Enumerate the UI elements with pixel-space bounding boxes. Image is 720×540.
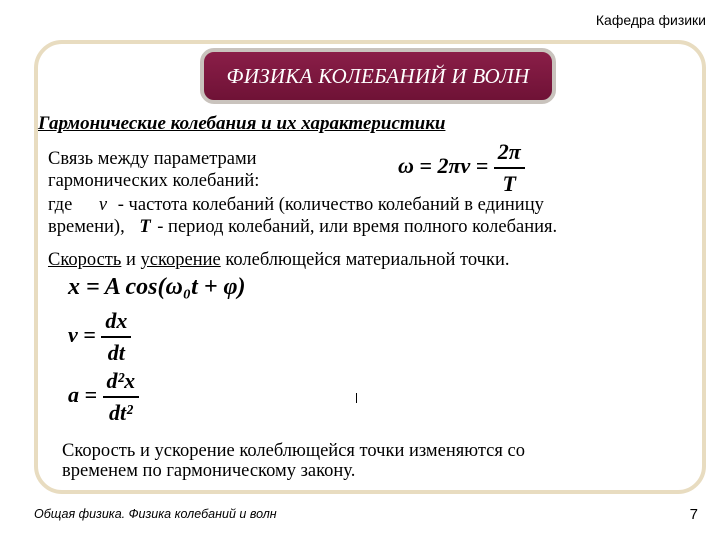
conclusion-line-2: временем по гармоническому закону. [62,461,356,481]
page-number: 7 [689,506,698,523]
equation-a-lhs: a = [68,382,98,408]
equation-v-lhs: v = [68,322,96,348]
equation-v-numerator: dx [101,306,131,338]
slide-title-banner [200,48,556,104]
formula-omega-numerator: 2π [494,137,525,169]
department-label: Кафедра физики [595,12,706,28]
equation-v-denominator: dt [107,340,125,365]
formula-omega-denominator: T [502,171,516,196]
conclusion-line-1: Скорость и ускорение колеблющейся точки изменяются со [62,441,525,461]
word-and: и [125,250,136,270]
formula-omega-lhs: ω = 2πν = [398,153,489,179]
intro-line-1: Связь между параметрами [48,149,257,169]
formula-omega [398,137,525,199]
motion-rest: колеблющейся материальной точки. [225,250,510,270]
intro-frequency-definition: - частота колебаний (количество колебаний в единицу [117,195,544,215]
equation-x: x = A cos(ω₀t + φ) [68,274,246,300]
slide-title: ФИЗИКА КОЛЕБАНИЙ И ВОЛН [226,63,530,88]
intro-line-4 [48,216,557,238]
equation-a-fraction [103,366,140,428]
word-velocity: Скорость [48,250,122,270]
intro-line-3 [48,194,544,216]
motion-heading [48,249,509,271]
equation-a-denominator: dt² [108,400,133,425]
nu-symbol: ν [98,195,108,215]
equation-a [68,366,139,428]
intro-period-definition: - период колебаний, или время полного колебания. [157,217,558,237]
word-acceleration: ускорение [140,250,221,270]
formula-omega-fraction [494,137,525,199]
stray-mark [356,393,357,403]
T-symbol: T [139,217,151,237]
intro-time: времени), [48,217,125,237]
intro-where: где [48,195,73,215]
equation-v-fraction [101,306,131,368]
section-subtitle: Гармонические колебания и их характеристики [38,113,446,134]
equation-v [68,306,131,368]
intro-line-2: гармонических колебаний: [48,171,260,191]
footer-course-title: Общая физика. Физика колебаний и волн [34,507,277,521]
equation-a-numerator: d²x [103,366,140,398]
